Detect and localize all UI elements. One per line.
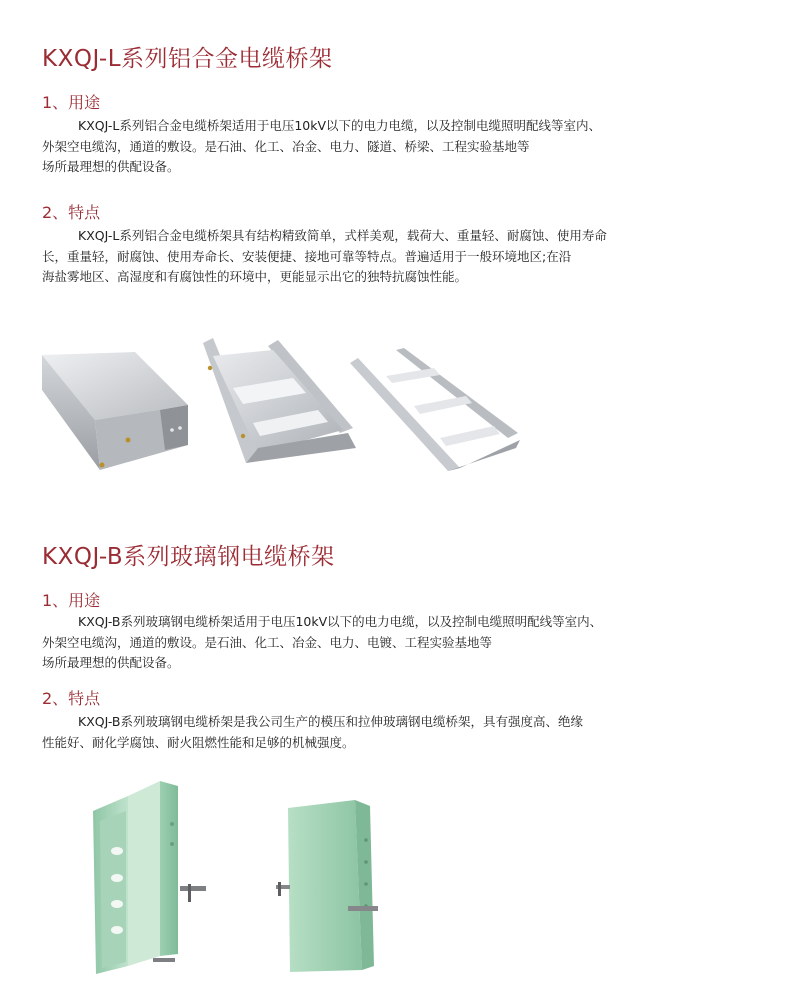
text-line: KXQJ-B系列玻璃钢电缆桥架是我公司生产的模压和拉伸玻璃钢电缆桥架，具有强度高、绝缘	[78, 714, 583, 729]
text-line: 场所最理想的供配设备。	[42, 655, 180, 670]
text-line: 海盐雾地区、高湿度和有腐蚀性的环境中，更能显示出它的独特抗腐蚀性能。	[42, 269, 468, 284]
section-b-use-paragraph	[42, 612, 767, 674]
text-line: 外架空电缆沟，通道的敷设。是石油、化工、冶金、电力、隧道、桥梁、工程实验基地等	[42, 138, 530, 154]
text-line: KXQJ-L系列铝合金电缆桥架适用于电压10kV以下的电力电缆，以及控制电缆照明配线等室内、	[78, 118, 602, 133]
section-b-use-heading: 1、用途	[42, 591, 101, 610]
section-l-title: KXQJ-L系列铝合金电缆桥架	[42, 46, 333, 72]
text-line: 场所最理想的供配设备。	[42, 159, 180, 174]
section-l-use-heading: 1、用途	[42, 93, 101, 112]
section-l-feature-heading: 2、特点	[42, 203, 101, 222]
text-line: 长，重量轻，耐腐蚀、使用寿命长、安装便捷、接地可靠等特点。普遍适用于一般环境地区;在沿	[42, 248, 572, 264]
section-b-feature-paragraph	[42, 712, 767, 753]
text-line: KXQJ-L系列铝合金电缆桥架具有结构精致简单，式样美观，载荷大、重量轻、耐腐蚀、使用寿命	[78, 228, 607, 243]
aluminum-closed-tray-image	[40, 350, 190, 475]
fiberglass-flat-tray-image	[270, 800, 395, 975]
text-line: 性能好、耐化学腐蚀、耐火阻燃性能和足够的机械强度。	[42, 734, 355, 750]
fiberglass-channel-tray-image	[88, 776, 228, 976]
aluminum-ladder-tray-image	[348, 348, 523, 473]
section-b-title: KXQJ-B系列玻璃钢电缆桥架	[42, 544, 335, 570]
section-b-feature-heading: 2、特点	[42, 689, 101, 708]
section-l-use-paragraph	[42, 116, 767, 178]
aluminum-trough-tray-image	[198, 338, 358, 473]
text-line: 外架空电缆沟，通道的敷设。是石油、化工、冶金、电力、电镀、工程实验基地等	[42, 634, 493, 650]
text-line: KXQJ-B系列玻璃钢电缆桥架适用于电压10kV以下的电力电缆，以及控制电缆照明配线等室内、	[78, 614, 603, 629]
section-l-feature-paragraph	[42, 226, 767, 288]
